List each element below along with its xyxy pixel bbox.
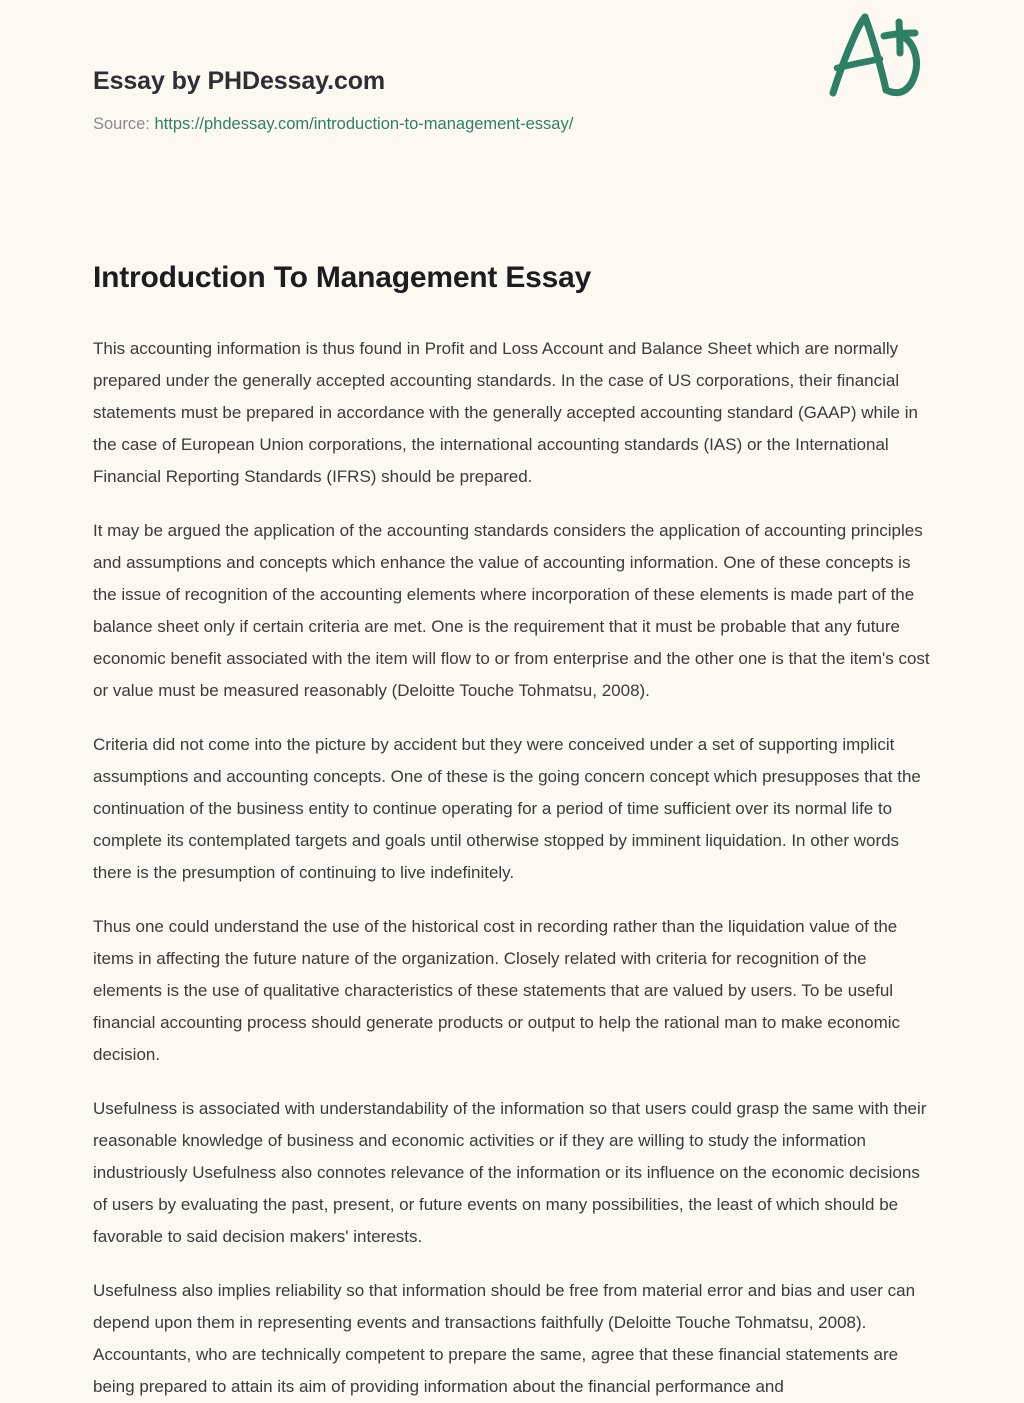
article-paragraph: Criteria did not come into the picture by accident but they were conceived under a set of supporting implicit assumptions and accounting concepts. One of these is the going concern concept which presupposes that the continuation of the business entity to continue operating for a period of time sufficient over its normal life to complete its contemplated targets and goals until otherwise stopped by imminent liquidation. In other words there is the presumption of continuing to live indefinitely. [93,734,921,882]
article-paragraph: Usefulness also implies reliability so that information should be free from material error and bias and user can depend upon them in representing events and transactions faithfully (Deloitte Touche Tohmatsu, 2008). Accountants, who are technically competent to prepare the same, agree that these financial statements are being prepared to attain its aim of providing information about the financial performance and [93,1280,916,1396]
article [93,170,931,1403]
a-plus-logo [820,6,932,102]
article-paragraph: It may be argued the application of the accounting standards considers the application of accounting principles and assumptions and concepts which enhance the value of accounting information. One of these concepts is the issue of recognition of the accounting elements where incorporation of these elements is made part of the balance sheet only if certain criteria are met. One is the requirement that it must be probable that any future economic benefit associated with the item will flow to or from enterprise and the other one is that the item's cost or value must be measured reasonably (Deloitte Touche Tohmatsu, 2008). [93,520,930,700]
page-header [93,0,931,170]
page-title: Introduction To Management Essay [93,261,592,294]
source-label: Source: [93,115,150,134]
source-url-link[interactable]: https://phdessay.com/introduction-to-management-essay/ [154,115,574,134]
article-paragraph: This accounting information is thus found in Profit and Loss Account and Balance Sheet which are normally prepared under the generally accepted accounting standards. In the case of US corporations, their financial statements must be prepared in accordance with the generally accepted accounting standard (GAAP) while in the case of European Union corporations, the international accounting standards (IAS) or the International Financial Reporting Standards (IFRS) should be prepared. [93,338,918,486]
brand-title: Essay by PHDessay.com [93,67,386,95]
article-body [93,333,931,1403]
article-paragraph: Usefulness is associated with understandability of the information so that users could grasp the same with their reasonable knowledge of business and economic activities or if they are willing to study the information industriously Usefulness also connotes relevance of the information or its influence on the economic decisions of users by evaluating the past, present, or future events on many possibilities, the least of which should be favorable to said decision makers' interests. [93,1098,927,1246]
source-line [93,113,931,136]
article-paragraph: Thus one could understand the use of the historical cost in recording rather than the liquidation value of the items in affecting the future nature of the organization. Closely related with criteria for recognition of the elements is the use of qualitative characteristics of these statements that are valued by users. To be useful financial accounting process should generate products or output to help the rational man to make economic decision. [93,916,901,1064]
a-plus-logo-icon [820,6,932,102]
